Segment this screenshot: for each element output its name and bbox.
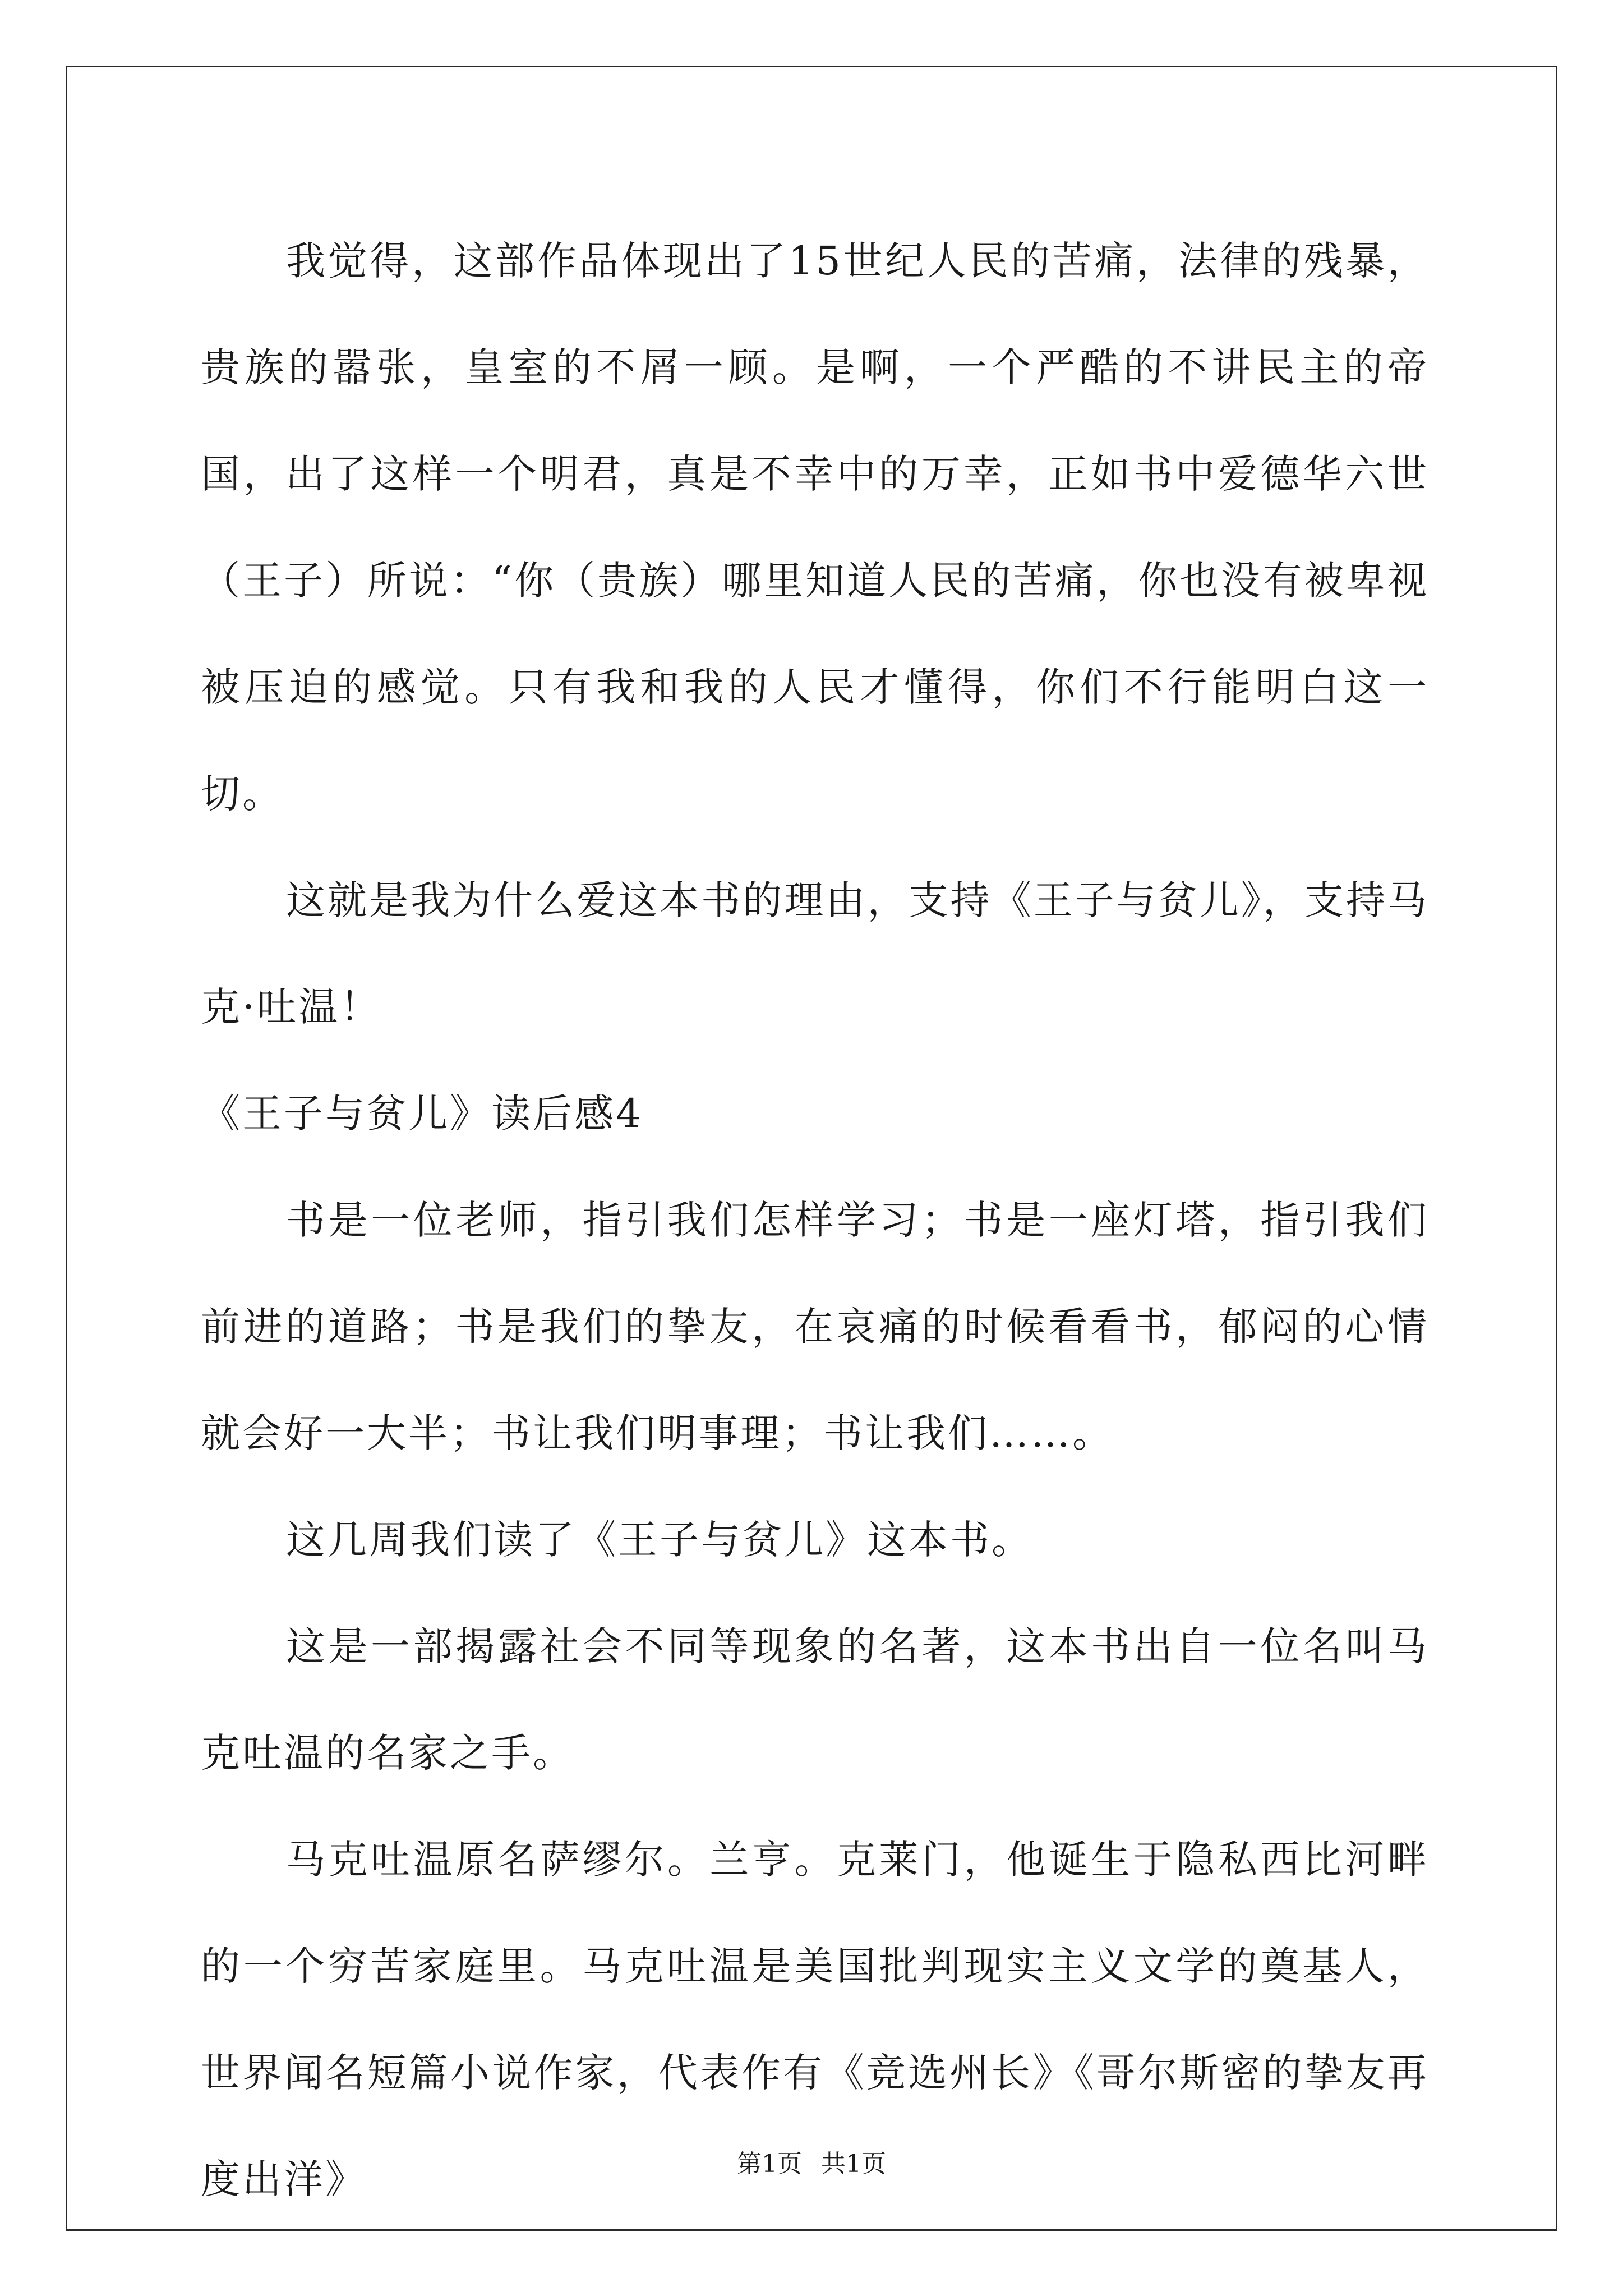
section-heading: 《王子与贫儿》读后感4 (201, 1091, 643, 1137)
paragraph-1: 我觉得，这部作品体现出了15世纪人民的苦痛，法律的残暴，贵族的嚣张，皇室的不屑一顾。是啊，一个严酷的不讲民主的帝国，出了这样一个明君，真是不幸中的万幸，正如书中爱德华六世（王子）所说：“你（贵族）哪里知道人民的苦痛，你也没有被卑视被压迫的感觉。只有我和我的人民才懂得，你们不行能明白这一切。 (201, 238, 1429, 817)
page-footer (0, 2147, 1623, 2181)
paragraph-2: 这就是我为什么爱这本书的理由，支持《王子与贫儿》，支持马克·吐温！ (201, 877, 1429, 1030)
page-number: 第1页 (737, 2150, 802, 2178)
paragraph-3: 书是一位老师，指引我们怎样学习；书是一座灯塔，指引我们前进的道路；书是我们的挚友，在哀痛的时候看看书，郁闷的心情就会好一大半；书让我们明事理；书让我们……。 (201, 1197, 1429, 1456)
page-total: 共1页 (821, 2150, 886, 2178)
document-body (201, 208, 1429, 2233)
paragraph-5: 这是一部揭露社会不同等现象的名著，这本书出自一位名叫马克吐温的名家之手。 (201, 1623, 1429, 1776)
paragraph-6: 马克吐温原名萨缪尔。兰亨。克莱门，他诞生于隐私西比河畔的一个穷苦家庭里。马克吐温是美国批判现实主义文学的奠基人，世界闻名短篇小说作家，代表作有《竞选州长》《哥尔斯密的挚友再度出洋》 (201, 1837, 1429, 2202)
paragraph-4: 这几周我们读了《王子与贫儿》这本书。 (286, 1517, 1033, 1563)
